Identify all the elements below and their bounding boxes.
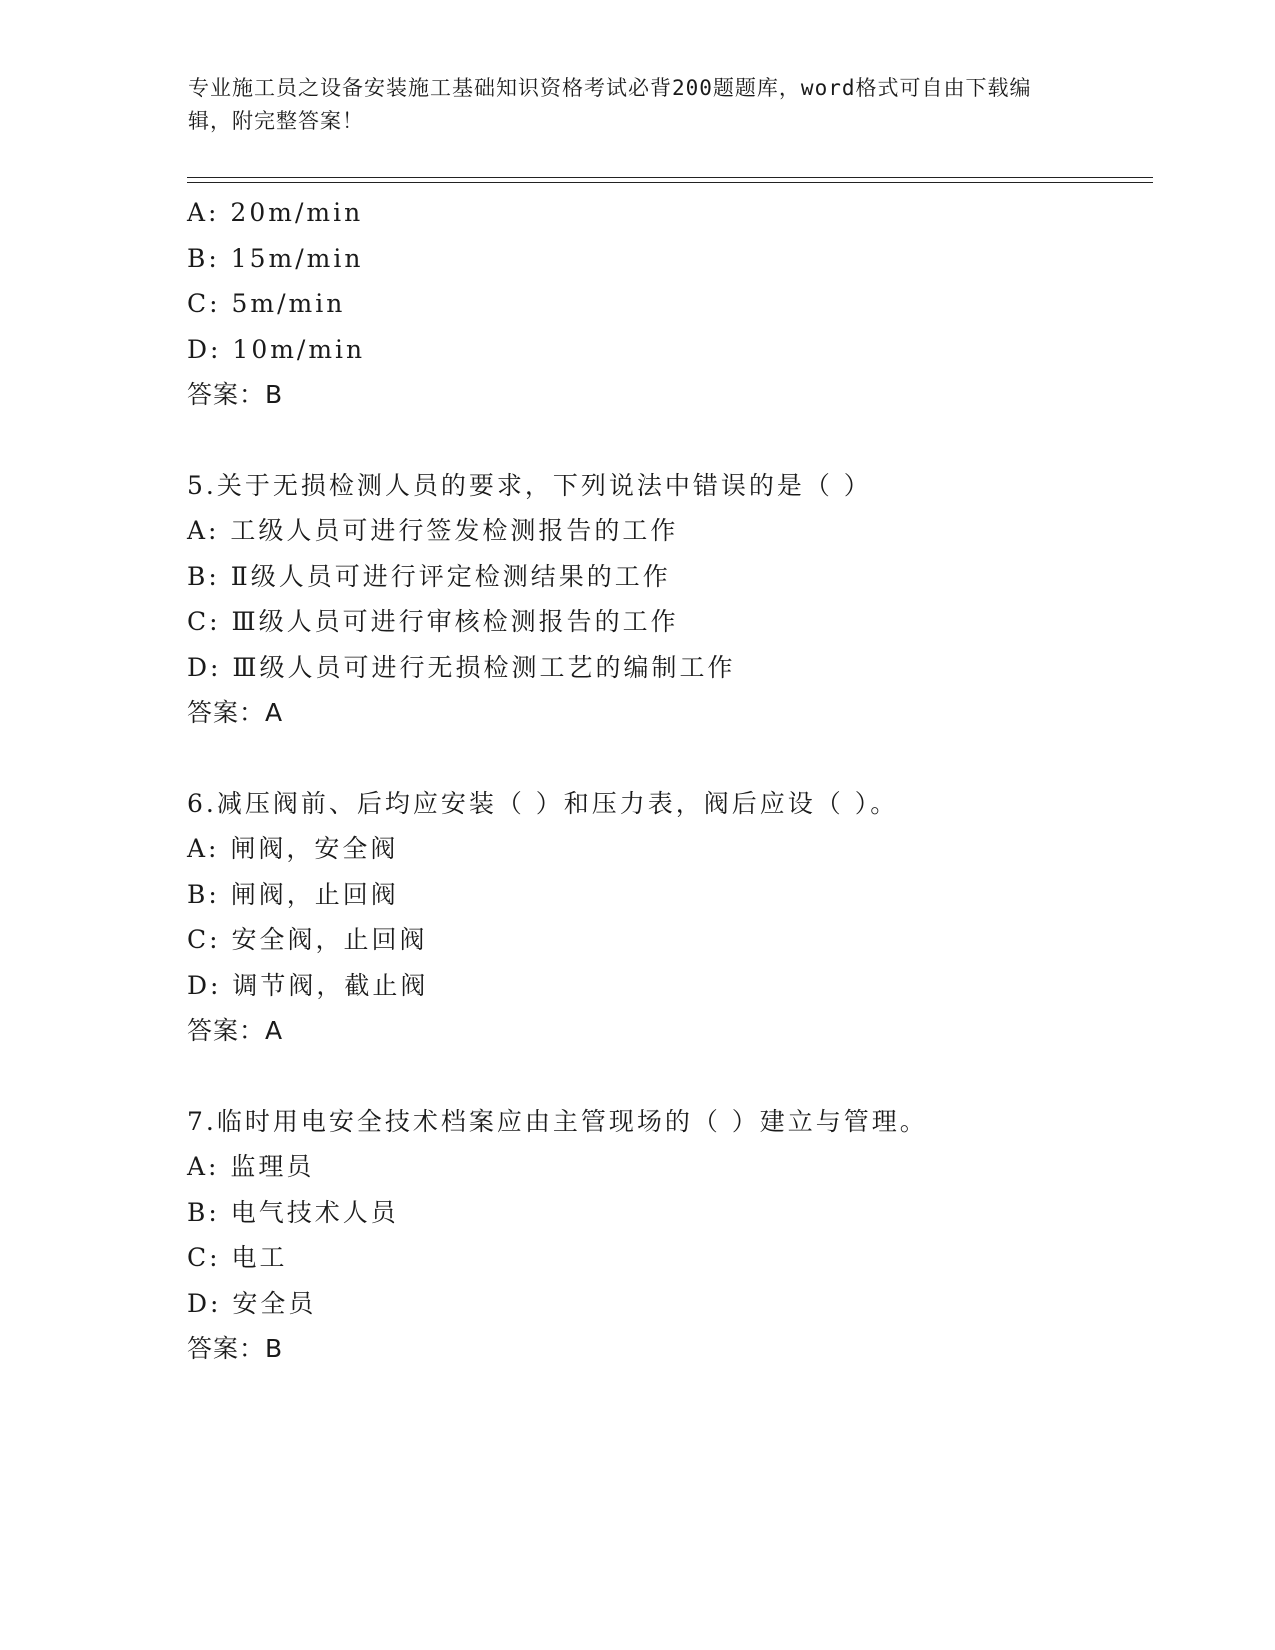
option-b: B: 15m/min — [187, 243, 364, 273]
option-c: C: Ⅲ级人员可进行审核检测报告的工作 — [187, 607, 679, 636]
option-d: D: 安全员 — [187, 1288, 317, 1318]
answer-line: 答案：A — [187, 698, 284, 727]
option-a: A: 20m/min — [187, 198, 364, 227]
option-c: C: 5m/min — [187, 289, 346, 318]
question-5 — [187, 463, 1147, 736]
option-c: C: 安全阀，止回阀 — [187, 925, 428, 954]
option-a: A: 工级人员可进行签发检测报告的工作 — [187, 516, 679, 545]
question-partial — [187, 190, 1147, 418]
option-d: D: 调节阀，截止阀 — [187, 970, 429, 1000]
header-divider-top — [187, 177, 1153, 178]
option-a: A: 闸阀，安全阀 — [187, 834, 399, 863]
question-6 — [187, 781, 1147, 1054]
option-d: D: Ⅲ级人员可进行无损检测工艺的编制工作 — [187, 652, 736, 682]
question-stem: 6.减压阀前、后均应安装（ ）和压力表，阀后应设（ ）。 — [187, 788, 899, 818]
answer-line: 答案：A — [187, 1016, 284, 1045]
option-b: B: Ⅱ级人员可进行评定检测结果的工作 — [187, 561, 671, 591]
question-stem: 5.关于无损检测人员的要求，下列说法中错误的是（ ） — [187, 470, 872, 500]
option-d: D: 10m/min — [187, 334, 366, 364]
option-c: C: 电工 — [187, 1243, 288, 1272]
question-7 — [187, 1099, 1147, 1372]
option-a: A: 监理员 — [187, 1152, 315, 1181]
answer-line: 答案：B — [187, 380, 284, 409]
answer-line: 答案：B — [187, 1334, 284, 1363]
option-b: B: 闸阀，止回阀 — [187, 879, 399, 909]
question-stem: 7.临时用电安全技术档案应由主管现场的（ ）建立与管理。 — [187, 1106, 928, 1136]
option-b: B: 电气技术人员 — [187, 1197, 399, 1227]
document-header: 专业施工员之设备安装施工基础知识资格考试必背200题题库，word格式可自由下载编辑，附完整答案！ — [188, 76, 1032, 133]
question-list — [187, 190, 1147, 1372]
header-divider-bottom — [187, 182, 1153, 183]
